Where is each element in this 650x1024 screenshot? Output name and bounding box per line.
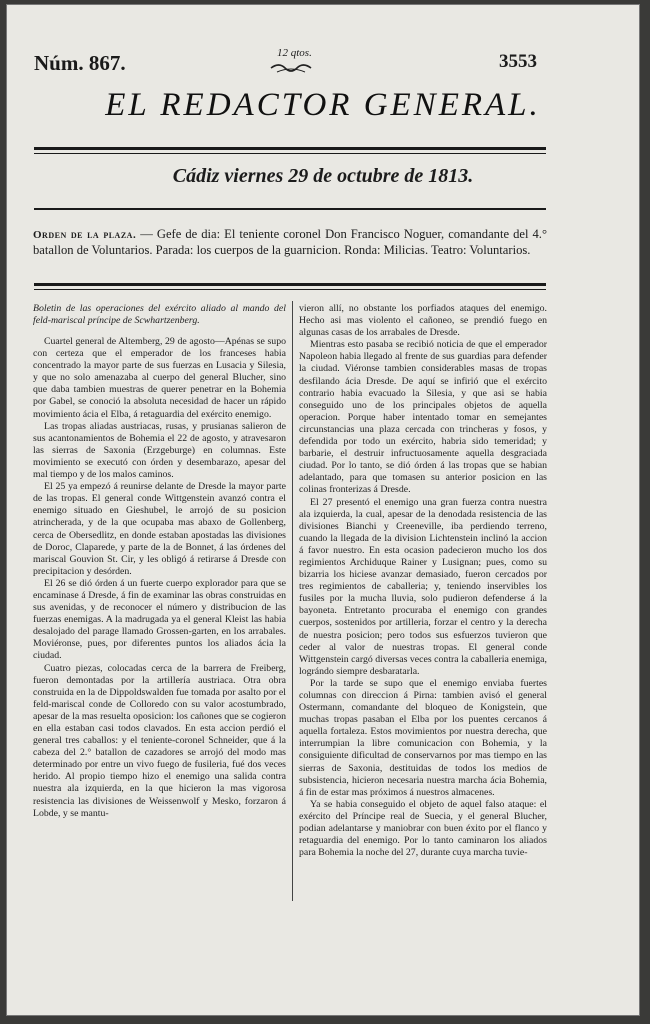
article-paragraph: vieron allí, no obstante los porfiados ataques del enemigo. Hecho asi mas violento el cañoneo, se prendió fuego en algunas casas de los arrabales de Dresde. (299, 303, 547, 339)
rule-double-mid-thin (34, 289, 546, 290)
rule-under-date (34, 208, 546, 210)
column-separator (292, 301, 293, 901)
article-title: Boletin de las operaciones del exército aliado al mando del feld-mariscal príncipe de Scwhartzenberg. (33, 303, 286, 326)
page-number: 3553 (499, 51, 537, 72)
article-paragraph: El 26 se dió órden á un fuerte cuerpo explorador para que se encaminase á Dresde, á fin de examinar las obras construidas en sus avenidas, y de reconocer el número y distribucion de las fuerzas enemigas. A la madrugada ya el general Kleist las habia desalojado del parage llamado Grossen-garten, en los arrabales. Moviéronse, pues, por diferentes puntos los aliados ácia la ciudad. (33, 577, 286, 662)
flourish-ornament (269, 60, 313, 74)
article-paragraph: Mientras esto pasaba se recibió noticia de que el emperador Napoleon habia llegado al frente de sus guardias para defender la ciudad. Viéronse tambien considerables masas de tropas desfilando ácia Dresde. De aquí se infirió que el exército contrario habia evacuado la Silesia, y que asi se habia conseguido uno de los principales objetos de aquella operacion. Porque haber intentado tomar en semejantes circunstancias una plaza cercada con trincheras y fosos, y defendida por todo un exército, habria sido temeridad; y barbarie, el destruir infructuosamente aquella desgraciada ciudad. Por lo tanto, se dió órden á las tropas que se habian adelantado, para que tomasen su anterior posicion en las colinas fronterizas á Dresde. (299, 339, 547, 496)
masthead-title: EL REDACTOR GENERAL. (105, 87, 541, 123)
article-paragraph: Por la tarde se supo que el enemigo enviaba fuertes columnas con direccion á Pirna: tambien avisó el general Ostermann, comandante del bloqueo de Konigstein, que muchas tropas pasaban el Elba por los puentes cercanos á aquella fortaleza. Estos movimientos por nuestra derecha, que interrumpian la libre comunicacion con Bohemia, y la consiguiente dificultad de conservarnos por mas tiempo en las sierras de Saxonia, destituidas de todos los medios de subsistencia, hicieron necesaria nuestra marcha ácia Bohemia, á fin de estar mas próximos á nuestros almacenes. (299, 677, 547, 798)
article-paragraph: El 27 presentó el enemigo una gran fuerza contra nuestra ala izquierda, la cual, apesar de la denodada resistencia de las divisiones Bianchi y Creeneville, iba perdiendo terreno, cuando la llegada de la division Lichtenstein inclinó la accion á favor nuestro. En esta ocasion padecieron mucho los dos regimientos Archiduque Rainer y Lusignan; pues, como su bizarria los hiciese avanzar demasiado, fueron cercados por tres regimientos de caballeria; y, teniendo inservibles los fusiles por la mucha lluvia, solo pudieron defenderse á la bayoneta. Entretanto procuraba el enemigo con grandes cuerpos, sostenidos por artilleria, forzar el centro y la derecha de nuestra posicion; pero todos sus esfuerzos tuvieron que ceder al valor de nuestras tropas. El general conde Wittgenstein cargó diversas veces contra la caballeria enemiga, lográndo siempre desbaratarla. (299, 496, 547, 677)
rule-double-mid (34, 283, 546, 286)
issue-price: 12 qtos. (277, 47, 312, 59)
article-paragraph: Cuartel general de Altemberg, 29 de agosto—Apénas se supo con certeza que el emperador de los franceses habia concentrado la mayor parte de sus fuerzas en Lusacia y Silesia, y que no solo amenazaba al cuerpo del general Blucher, sino que daba tambien muestras de querer penetrar en la Bohemia por Gabel, se conoció la absoluta necesidad de hacer un rápido movimiento ácia el Elba, á retaguardia del exército enemigo. (33, 336, 286, 420)
article-paragraph: Cuatro piezas, colocadas cerca de la barrera de Freiberg, fueron demontadas por la artillería austriaca. Otra obra construida en la de Dippoldswalden fue tomada por asalto por el feld-mariscal conde de Colloredo con su valor acostumbrado, apesar de la mas resuelta oposicion: los cañones que se cogieron en ella estaban casi todos clavados. En esta accion perdió el general tres caballos: y el teniente-coronel Schneider, que á la cabeza del 2.° batallon de cazadores se arrojó del modo mas determinado por entre un vivo fuego de fusileria, fué dos veces herido. Al propio tiempo hizo el enemigo una salida contra nuestra ala izquierda, en la que hicieron la mas vigorosa resistencia las divisiones de Weissenwolf y Mesko, forzaron á Lobde, y se mantu- (33, 662, 286, 819)
orden-de-la-plaza (33, 227, 547, 258)
rule-double-top-thin (34, 153, 546, 154)
newspaper-page (6, 4, 640, 1016)
dateline: Cádiz viernes 29 de octubre de 1813. (172, 165, 474, 187)
orden-label: Orden de la plaza. (33, 229, 137, 241)
article-paragraph: Ya se habia conseguido el objeto de aquel falso ataque: el exército del Príncipe real de Suecia, y el general Blucher, podian adelantarse y maniobrar con buen éxito por el flanco y retaguardia del enemigo. Por lo tanto caminaron los aliados para Bohemia la noche del 27, durante cuya marcha tuvie- (299, 798, 547, 859)
orden-text: — Gefe de dia: El teniente coronel Don Francisco Noguer, comandante del 4.° batallon de Voluntarios. Parada: los cuerpos de la guarnicion. Ronda: Milicias. Teatro: Voluntarios. (33, 227, 547, 257)
article-paragraph: El 25 ya empezó á reunirse delante de Dresde la mayor parte de las tropas. El general conde Wittgenstein avanzó contra el enemigo situado en Gieshubel, le arrojó de su posicion atrincherada, y de la que ocupaba mas abaxo de Gollenberg, cerca de Obersedlitz, en donde estaban apostadas las divisiones de Doroc, Claparede, y parte de la de Bonnet, á las órdenes del mariscal Gouvion St. Cir, y les obligó á retirarse á Dresde con precipitacion y desórden. (33, 481, 286, 577)
rule-double-top (34, 147, 546, 150)
issue-number: Núm. 867. (34, 51, 126, 75)
article-column-right (299, 303, 547, 859)
article-paragraph: Las tropas aliadas austriacas, rusas, y prusianas salieron de sus acantonamientos de Bohemia el 22 de agosto, y atravesaron las sierras de Saxonia (Erzgeburge) en columnas. Este movimiento se executó con órden y desembarazo, apesar del mal tiempo y de los malos caminos. (33, 420, 286, 481)
article-column-left (33, 303, 286, 820)
